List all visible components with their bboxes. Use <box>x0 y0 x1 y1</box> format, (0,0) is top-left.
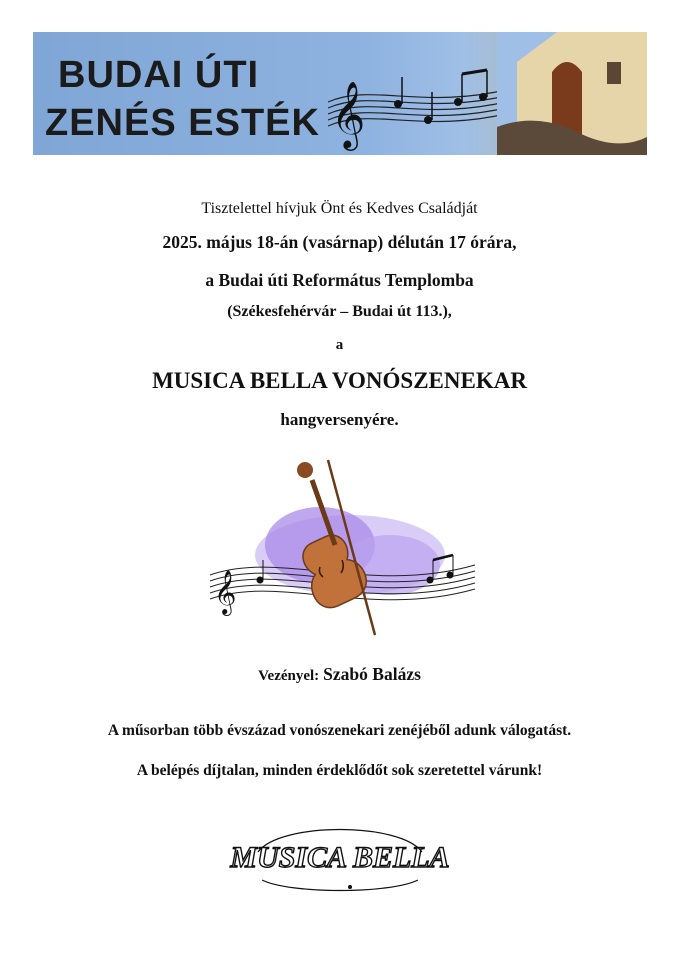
ensemble-name: MUSICA BELLA VONÓSZENEKAR <box>152 368 527 393</box>
musica-bella-logo <box>230 812 450 897</box>
svg-text:𝄞: 𝄞 <box>331 80 366 148</box>
conductor-line <box>0 664 679 685</box>
svg-text:MUSICA BELLA: MUSICA BELLA <box>230 841 450 874</box>
conductor-name: Szabó Balázs <box>323 664 421 684</box>
program-note: A műsorban több évszázad vonószenekari zenéjéből adunk válogatást. <box>107 722 572 739</box>
event-venue: a Budai úti Református Templomba <box>205 270 474 290</box>
event-address: (Székesfehérvár – Budai út 113.), <box>227 303 452 320</box>
music-notes-icon <box>323 42 523 152</box>
banner-title-line1: BUDAI ÚTI <box>58 54 260 96</box>
event-date: 2025. május 18-án (vasárnap) délután 17 órára, <box>162 232 517 252</box>
concert-word: hangversenyére. <box>280 410 399 429</box>
invitation-line1: Tisztelettel hívjuk Önt és Kedves Családját <box>201 200 478 217</box>
header-banner <box>33 32 647 155</box>
conductor-label: Vezényel: <box>258 668 320 684</box>
church-building-photo <box>497 32 647 155</box>
violin-illustration <box>200 455 480 640</box>
entry-note: A belépés díjtalan, minden érdeklődőt sok szeretettel várunk! <box>136 762 543 779</box>
banner-title-line2: ZENÉS ESTÉK <box>45 102 320 144</box>
connector-a: a <box>335 337 344 353</box>
svg-text:𝄞: 𝄞 <box>214 570 237 614</box>
